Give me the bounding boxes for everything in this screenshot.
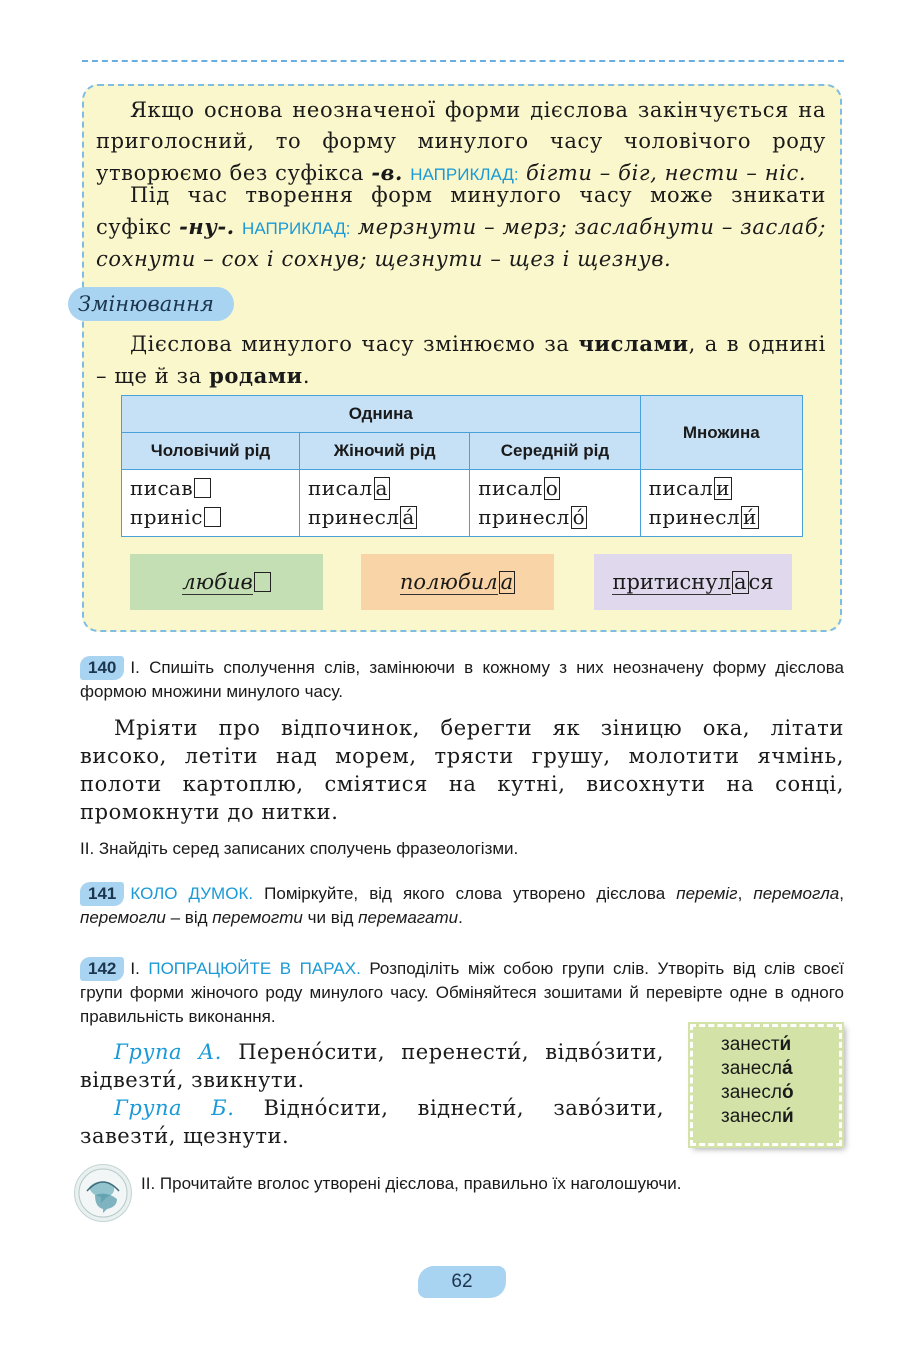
section-title: Змінювання [68, 287, 234, 321]
ending-box: и [716, 476, 730, 500]
section-text: Дієслова минулого часу змінюємо за числами, а в однині – ще й за родами. [96, 331, 826, 388]
example-label: НАПРИКЛАД: [242, 219, 351, 238]
header-masculine: Чоловічий рід [122, 433, 300, 470]
morph-word: любив [182, 569, 253, 594]
exercise-140-body: Мріяти про відпочинок, берегти як зіницю ока, літати високо, летіти над морем, трясти грушу, молотити ячмінь, полоти картоплю, сміятися на кутні, висохнути на сонці, промокнути до нитки. [80, 716, 844, 824]
exercise-tag: КОЛО ДУМОК. [130, 884, 254, 903]
past-tense-forms-table [121, 395, 803, 537]
example-label: НАПРИКЛАД: [410, 165, 519, 184]
cell-plural: писал и принесл и́ [640, 470, 802, 537]
exercise-140-task: 140 І. Спишіть сполучення слів, замінюючи в кожному з них неозначену форму дієслова формою множини минулого часу. [80, 658, 844, 701]
header-plural: Множина [640, 396, 802, 470]
exercise-tag: ПОПРАЦЮЙТЕ В ПАРАХ. [148, 959, 361, 978]
postfix: ся [748, 570, 774, 594]
ending-box: а [733, 569, 747, 594]
morph-scheme-reflexive [594, 554, 792, 610]
hint-word: занесла́ [721, 1058, 793, 1079]
exercise-number-badge: 142 [80, 957, 124, 981]
header-neuter: Середній рід [470, 433, 640, 470]
ending-box: а [500, 569, 514, 594]
exercise-number-badge: 141 [80, 882, 124, 906]
ending-box: о [545, 476, 559, 500]
zero-ending-box [194, 478, 211, 498]
page-number: 62 [418, 1266, 506, 1298]
group-a-words: Перено́сити, перенести́, відво́зити, відвезти́, звикнути. [80, 1040, 664, 1092]
ending-box: а́ [402, 505, 415, 529]
ending-box: а [375, 476, 388, 500]
morph-scheme-masculine [130, 554, 323, 610]
group-a-label: Група А. [114, 1040, 222, 1064]
cell-neuter: писал о принесл о́ [470, 470, 640, 537]
rule-paragraph-2: Під час творення форм минулого часу може зникати суфікс -ну-. НАПРИКЛАД: мерзнути – мерз; заслабнути – заслаб; сохнути – сох і сохнув; щезнути – щез і щезнув. [96, 183, 826, 271]
exercise-142-task: 142 І. ПОПРАЦЮЙТЕ В ПАРАХ. Розподіліть між собою групи слів. Утворіть від слів своєї групи форми жіночого роду минулого часу. Обміняйтеся зошитами й перевірте одне в одного правильність виконання. [80, 959, 844, 1026]
exercise-number-badge: 140 [80, 656, 124, 680]
exercise-141-task: 141 КОЛО ДУМОК. Поміркуйте, від якого слова утворено дієслова переміг, перемогла, перемогли – від перемогти чи від перемагати. [80, 884, 844, 927]
header-feminine: Жіночий рід [300, 433, 470, 470]
ending-box: и́ [742, 505, 757, 529]
group-b [80, 1094, 664, 1150]
group-b-words: Відно́сити, віднести́, заво́зити, завезти́, щезнути. [80, 1096, 664, 1148]
group-a [80, 1038, 664, 1094]
rule-paragraph-1: Якщо основа неозначеної форми дієслова закінчується на приголосний, то форму минулого часу чоловічого роду утворюємо без суфікса -в. НАПРИКЛАД: бігти – біг, нести – ніс. [96, 98, 826, 185]
hint-word: занесло́ [721, 1082, 794, 1103]
exercise-140-task-2: ІІ. Знайдіть серед записаних сполучень фразеологізми. [80, 839, 519, 858]
cell-feminine: писал а принесл а́ [300, 470, 470, 537]
zero-ending-box [254, 572, 271, 592]
cell-masculine: писав приніс [122, 470, 300, 537]
zero-ending-box [204, 507, 221, 527]
hint-word: занесли́ [721, 1106, 794, 1127]
rule-examples-1: бігти – біг, нести – ніс. [525, 161, 807, 185]
stress-hint-card [690, 1024, 842, 1146]
morph-word: полюбил [399, 569, 498, 594]
hint-word: занести́ [721, 1034, 792, 1055]
ending-box: о́ [572, 505, 586, 529]
speaking-task-icon [74, 1164, 132, 1222]
exercise-142-task-2: ІІ. Прочитайте вголос утворені дієслова, правильно їх наголошуючи. [141, 1174, 682, 1193]
rule-examples-2: мерзнути – мерз; заслабнути – заслаб; сохнути – сох і сохнув; щезнути – щез і щезнув. [96, 215, 826, 271]
top-dashed-divider [82, 60, 844, 62]
header-singular: Однина [122, 396, 641, 433]
morph-scheme-feminine [361, 554, 554, 610]
morph-word: притиснул [612, 569, 731, 594]
speech-bubbles-icon [75, 1165, 131, 1221]
group-b-label: Група Б. [114, 1096, 235, 1120]
